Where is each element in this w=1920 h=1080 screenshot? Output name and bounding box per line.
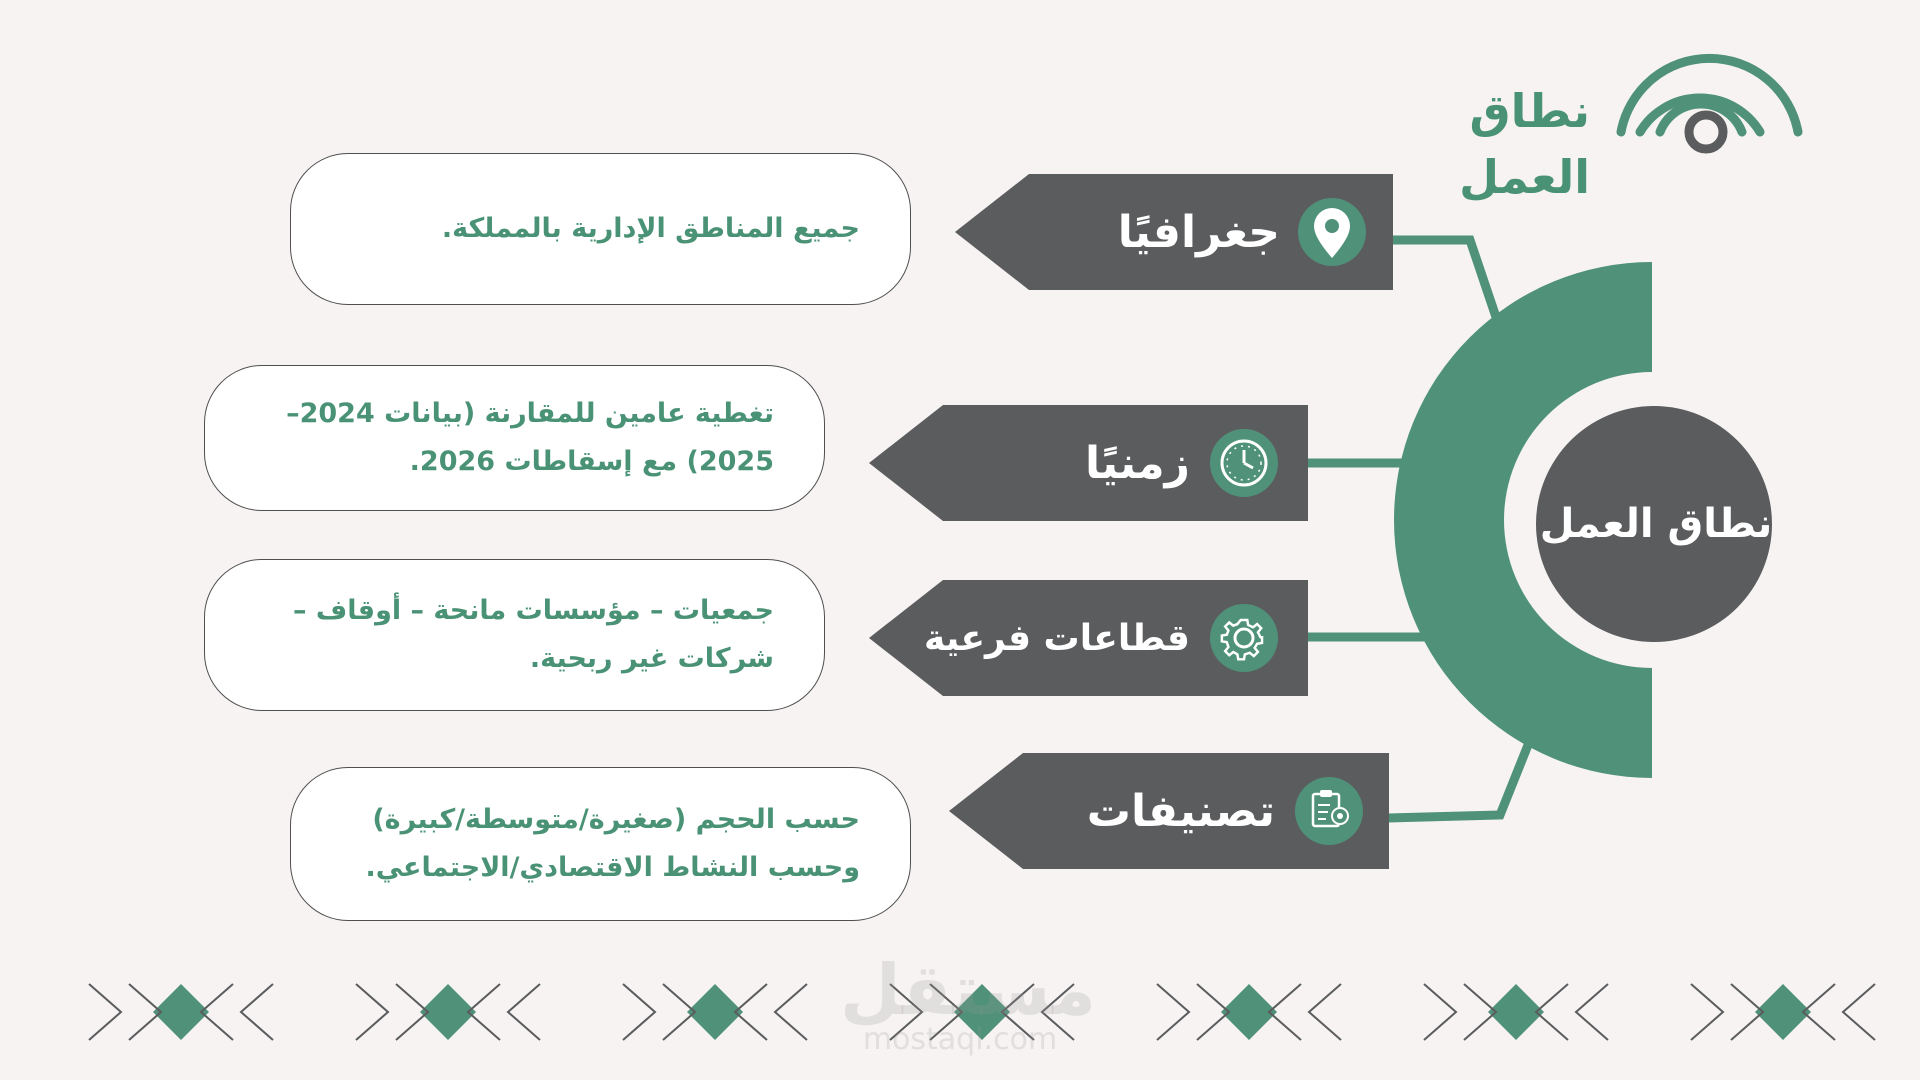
item-label-geographic: جغرافيًا <box>1117 206 1280 258</box>
description-text: جميع المناطق الإدارية بالمملكة. <box>441 213 860 244</box>
pattern-chevron <box>1843 984 1875 1040</box>
watermark-latin: mostaql.com <box>862 1022 1058 1057</box>
description-text: تغطية عامين للمقارنة (بيانات 2024–2025) مع إسقاطات 2026. <box>286 398 774 477</box>
page-title: نطاق العمل <box>1459 84 1590 204</box>
pattern-chevron <box>1576 984 1608 1040</box>
pattern-chevron <box>508 984 540 1040</box>
pattern-chevron <box>1424 984 1456 1040</box>
item-label-subsectors: قطاعات فرعية <box>923 617 1190 659</box>
pattern-chevron <box>241 984 273 1040</box>
pattern-chevron <box>775 984 807 1040</box>
pattern-chevron <box>89 984 121 1040</box>
description-text: جمعيات – مؤسسات مانحة – أوقاف – شركات غير ربحية. <box>293 595 774 674</box>
pattern-chevron <box>623 984 655 1040</box>
hub-label: نطاق العمل <box>1539 501 1773 547</box>
item-label-classifications: تصنيفات <box>1086 785 1275 837</box>
description-text: حسب الحجم (صغيرة/متوسطة/كبيرة) وحسب النشاط الاقتصادي/الاجتماعي. <box>365 804 860 883</box>
item-label-temporal: زمنيًا <box>1084 437 1190 489</box>
pattern-chevron <box>356 984 388 1040</box>
pattern-chevron <box>1691 984 1723 1040</box>
pattern-chevron <box>1157 984 1189 1040</box>
watermark-arabic: مستقل <box>840 949 1097 1031</box>
watermark <box>840 949 1097 1057</box>
pattern-chevron <box>1309 984 1341 1040</box>
